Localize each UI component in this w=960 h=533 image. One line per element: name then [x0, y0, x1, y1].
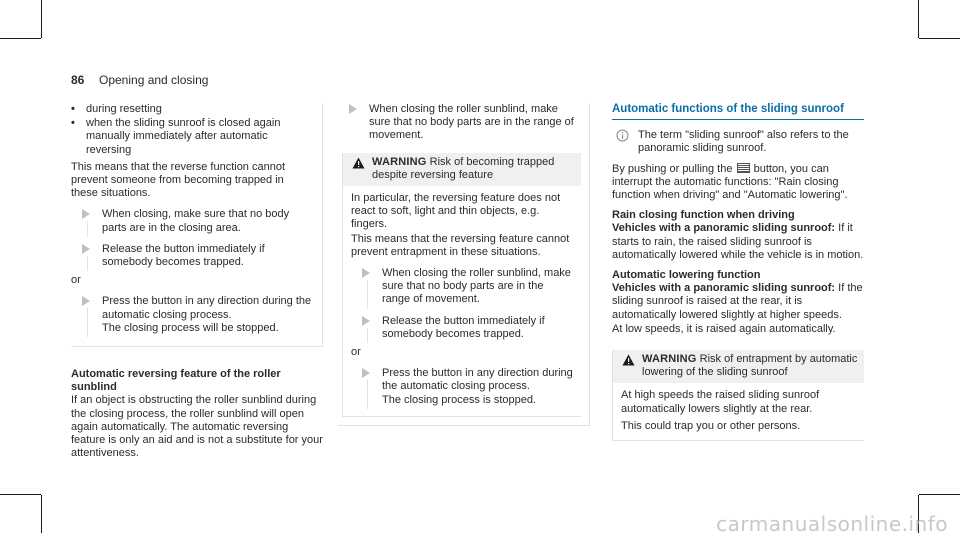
- or-text: or: [351, 346, 361, 359]
- crop-mark: [0, 38, 41, 39]
- step-arrow-icon: [349, 104, 357, 114]
- list-item: Release the button immediately if somebody becomes trapped.: [71, 243, 312, 269]
- subheading-auto: Automatic lowering function: [612, 269, 761, 282]
- section-heading: Automatic reversing feature of the roller sunblind: [71, 368, 281, 394]
- warning-body: At high speeds the raised sliding sunroof automatically lowers slightly at the rear. This could trap you or other persons.: [621, 389, 820, 432]
- step-arrow-icon: [82, 244, 90, 254]
- section-title: Automatic functions of the sliding sunroof: [612, 103, 864, 120]
- crop-mark: [919, 494, 960, 495]
- intro-text: This means that the reverse function cannot prevent someone from becoming trapped in these situations.: [71, 160, 286, 200]
- warning-label: WARNING: [372, 155, 427, 168]
- info-icon: [616, 129, 629, 142]
- list-item: • during resetting: [71, 103, 162, 115]
- section-text: If an object is obstructing the roller sunblind during the closing process, the roller sunblind will open again automatically. The automatic reversing feature is only an aid and is not a substitute for your attentiveness.: [71, 394, 323, 460]
- warning-header: [613, 350, 864, 383]
- sunblind-panel: [338, 103, 590, 426]
- warning-box: [342, 153, 581, 417]
- column-right: [612, 103, 864, 441]
- warning-label: WARNING: [642, 353, 697, 366]
- step-arrow-icon: [82, 209, 90, 219]
- subheading-rain: Rain closing function when driving: [612, 209, 795, 222]
- crop-mark: [41, 495, 42, 533]
- step-arrow-icon: [362, 368, 370, 378]
- crop-mark: [918, 0, 919, 38]
- step-arrow-icon: [362, 316, 370, 326]
- crop-mark: [0, 494, 41, 495]
- column-middle: [338, 103, 590, 426]
- step-arrow-icon: [362, 268, 370, 278]
- page-title: Opening and closing: [99, 73, 209, 87]
- warning-title: Risk of entrapment by automatic lowering of the sliding sunroof: [642, 353, 858, 379]
- warning-header: [343, 153, 581, 186]
- paragraph: By pushing or pulling the button, you can interrupt the automatic functions: "Rain closing function when driving" and "Automatic lowering".: [612, 162, 848, 202]
- list-item: When closing the roller sunblind, make sure that no body parts are in the range of movement.: [351, 267, 573, 307]
- list-item: When closing, make sure that no body parts are in the closing area.: [71, 208, 312, 234]
- watermark: carmanualsonline.info: [716, 511, 948, 533]
- or-text: or: [71, 274, 81, 287]
- bullet-icon: •: [71, 103, 75, 115]
- continued-steps-panel: [71, 103, 323, 347]
- paragraph: Vehicles with a panoramic sliding sunroof: If the sliding sunroof is raised at the rear, it is automatically lowered slightly at higher speeds.: [612, 282, 863, 321]
- page-number: 86: [71, 73, 85, 87]
- crop-mark: [41, 0, 42, 38]
- warning-icon: [352, 157, 365, 169]
- list-item: Press the button in any direction during the automatic closing process. The closing process will be stopped.: [71, 295, 312, 335]
- paragraph: At low speeds, it is raised again automatically.: [612, 322, 836, 335]
- list-item: Release the button immediately if somebody becomes trapped.: [351, 315, 573, 341]
- list-item: When closing the roller sunblind, make sure that no body parts are in the range of movement.: [338, 103, 581, 143]
- bullet-icon: •: [71, 117, 75, 130]
- step-arrow-icon: [82, 296, 90, 306]
- crop-mark: [919, 38, 960, 39]
- warning-title: Risk of becoming trapped despite reversing feature: [372, 155, 555, 181]
- column-left: [71, 103, 323, 461]
- paragraph: Vehicles with a panoramic sliding sunroof: If it starts to rain, the raised sliding sunroof is automatically lowered while the vehicle is in motion.: [612, 222, 864, 261]
- button-icon: [737, 163, 750, 173]
- warning-body: In particular, the reversing feature does not react to soft, light and thin objects, e.g. fingers. This means that the reversing feature cannot prevent entrapment in these situations. When closing the roller sunblind, make sure that no body parts are in the range of movement. Release the button immediately if somebody becomes trapped. or Press the button in any direction during the automatic closing process. The closing process is stopped.: [343, 186, 581, 416]
- list-item: Press the button in any direction during the automatic closing process. The closing process is stopped.: [351, 367, 573, 407]
- warning-box: [612, 350, 864, 441]
- warning-icon: [622, 354, 635, 366]
- list-item: • when the sliding sunroof is closed again manually immediately after automatic reversing: [71, 117, 281, 156]
- note: The term "sliding sunroof" also refers to the panoramic sliding sunroof.: [612, 129, 864, 155]
